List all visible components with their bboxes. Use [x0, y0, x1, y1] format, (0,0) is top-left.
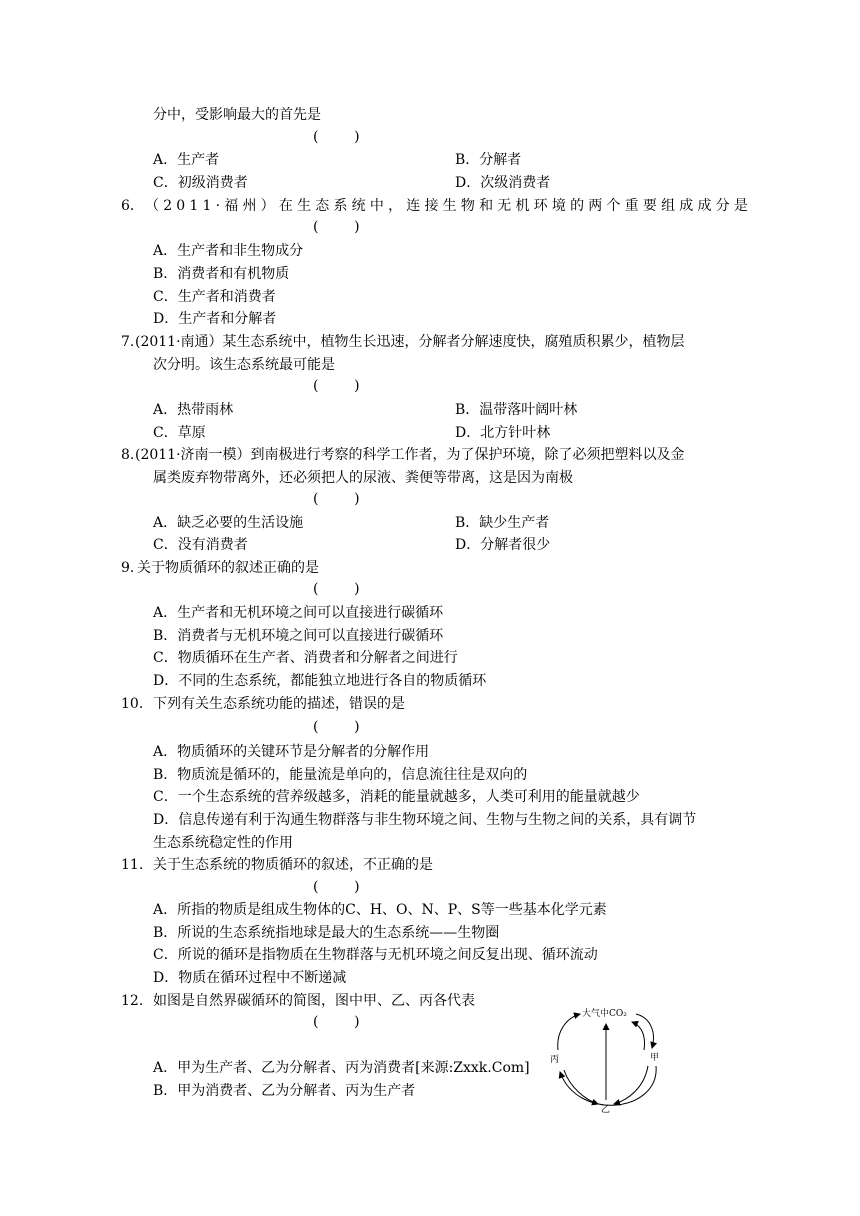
q10-stem: 下列有关生态系统功能的描述，错误的是	[153, 696, 405, 712]
q5-option-b: B．分解者	[455, 152, 522, 168]
q8-stem-line1: (2011·济南一模）到南极进行考察的科学工作者，为了保护环境，除了必须把塑料以及金	[135, 447, 685, 463]
q9-stem: 关于物质循环的叙述正确的是	[137, 560, 319, 576]
diagram-label-atmosphere: 大气中CO₂	[582, 1009, 627, 1019]
q7-answer-paren: ( )	[313, 378, 360, 394]
diagram-label-yi: 乙	[601, 1105, 611, 1115]
q11-option-c: C．所说的循环是指物质在生物群落与无机环境之间反复出现、循环流动	[153, 947, 598, 963]
q10-option-c: C．一个生态系统的营养级越多，消耗的能量就越多，人类可利用的能量就越少	[153, 789, 640, 805]
q10-answer-paren: ( )	[313, 719, 360, 735]
q12-answer-paren: ( )	[313, 1014, 360, 1030]
q10-option-b: B．物质流是循环的，能量流是单向的，信息流往往是双向的	[153, 767, 528, 783]
q5-option-a: A．生产者	[153, 152, 220, 168]
arrow-jia-to-bing	[560, 1066, 656, 1105]
q6-option-a: A．生产者和非生物成分	[153, 243, 304, 259]
q6-option-d: D．生产者和分解者	[153, 311, 277, 327]
diagram-label-bing: 丙	[550, 1055, 560, 1065]
q6-number: 6．	[121, 198, 144, 214]
q5-option-d: D．次级消费者	[455, 175, 551, 191]
q6-option-b: B．消费者和有机物质	[153, 266, 290, 282]
q11-number: 11.	[121, 857, 144, 873]
q8-stem-line2: 属类废弃物带离外，还必须把人的尿液、粪便等带离，这是因为南极	[153, 470, 573, 486]
q7-stem-line2: 次分明。该生态系统最可能是	[153, 357, 335, 373]
q11-answer-paren: ( )	[313, 879, 360, 895]
arrow-jia-to-yi	[614, 1066, 648, 1104]
q10-option-a: A．物质循环的关键环节是分解者的分解作用	[153, 744, 430, 760]
q7-stem-line1: (2011·南通）某生态系统中，植物生长迅速，分解者分解速度快，腐殖质积累少，植物层	[135, 334, 685, 350]
q7-option-a: A．热带雨林	[153, 402, 234, 418]
q6-option-c: C．生产者和消费者	[153, 289, 276, 305]
q8-answer-paren: ( )	[313, 491, 360, 507]
q12-number: 12.	[121, 993, 144, 1009]
diagram-label-jia: 甲	[650, 1053, 660, 1063]
q5-stem: 分中，受影响最大的首先是	[153, 107, 321, 123]
q7-number: 7.	[121, 334, 135, 350]
q8-option-c: C．没有消费者	[153, 537, 248, 553]
q8-option-d: D．分解者很少	[455, 537, 551, 553]
q10-option-d-cont: 生态系统稳定性的作用	[153, 835, 293, 851]
q8-number: 8.	[121, 447, 135, 463]
q11-option-d: D．物质在循环过程中不断递减	[153, 970, 347, 986]
q9-option-d: D．不同的生态系统，都能独立地进行各自的物质循环	[153, 673, 487, 689]
q6-stem: （2011·福州）在生态系统中，连接生物和无机环境的两个重要组成成分是	[145, 198, 753, 214]
arrow-jia-to-co2	[632, 1022, 645, 1050]
q9-option-b: B．消费者与无机环境之间可以直接进行碳循环	[153, 628, 444, 644]
arrow-bing-to-co2	[558, 1014, 580, 1050]
q12-option-a: A．甲为生产者、乙为分解者、丙为消费者[来源:Zxxk.Com]	[153, 1060, 530, 1076]
carbon-cycle-diagram	[548, 1000, 666, 1122]
q12-stem: 如图是自然界碳循环的简图，图中甲、乙、丙各代表	[153, 993, 475, 1009]
q10-number: 10.	[121, 696, 144, 712]
q8-option-a: A．缺乏必要的生活设施	[153, 515, 304, 531]
q12-option-b: B．甲为消费者、乙为分解者、丙为生产者	[153, 1083, 416, 1099]
q9-option-c: C．物质循环在生产者、消费者和分解者之间进行	[153, 650, 458, 666]
q9-answer-paren: ( )	[313, 581, 360, 597]
q8-option-b: B．缺少生产者	[455, 515, 550, 531]
q9-option-a: A．生产者和无机环境之间可以直接进行碳循环	[153, 605, 444, 621]
q7-option-d: D．北方针叶林	[455, 425, 551, 441]
q7-option-c: C．草原	[153, 425, 206, 441]
q10-option-d: D．信息传递有利于沟通生物群落与非生物环境之间、生物与生物之间的关系，具有调节	[153, 812, 697, 828]
q6-answer-paren: ( )	[313, 219, 360, 235]
q5-answer-paren: ( )	[313, 129, 360, 145]
q11-stem: 关于生态系统的物质循环的叙述，不正确的是	[153, 857, 433, 873]
q9-number: 9.	[121, 560, 135, 576]
q5-option-c: C．初级消费者	[153, 175, 248, 191]
q11-option-b: B．所说的生态系统指地球是最大的生态系统——生物圈	[153, 925, 500, 941]
q11-option-a: A．所指的物质是组成生物体的C、H、O、N、P、S等一些基本化学元素	[153, 902, 607, 918]
q7-option-b: B．温带落叶阔叶林	[455, 402, 578, 418]
